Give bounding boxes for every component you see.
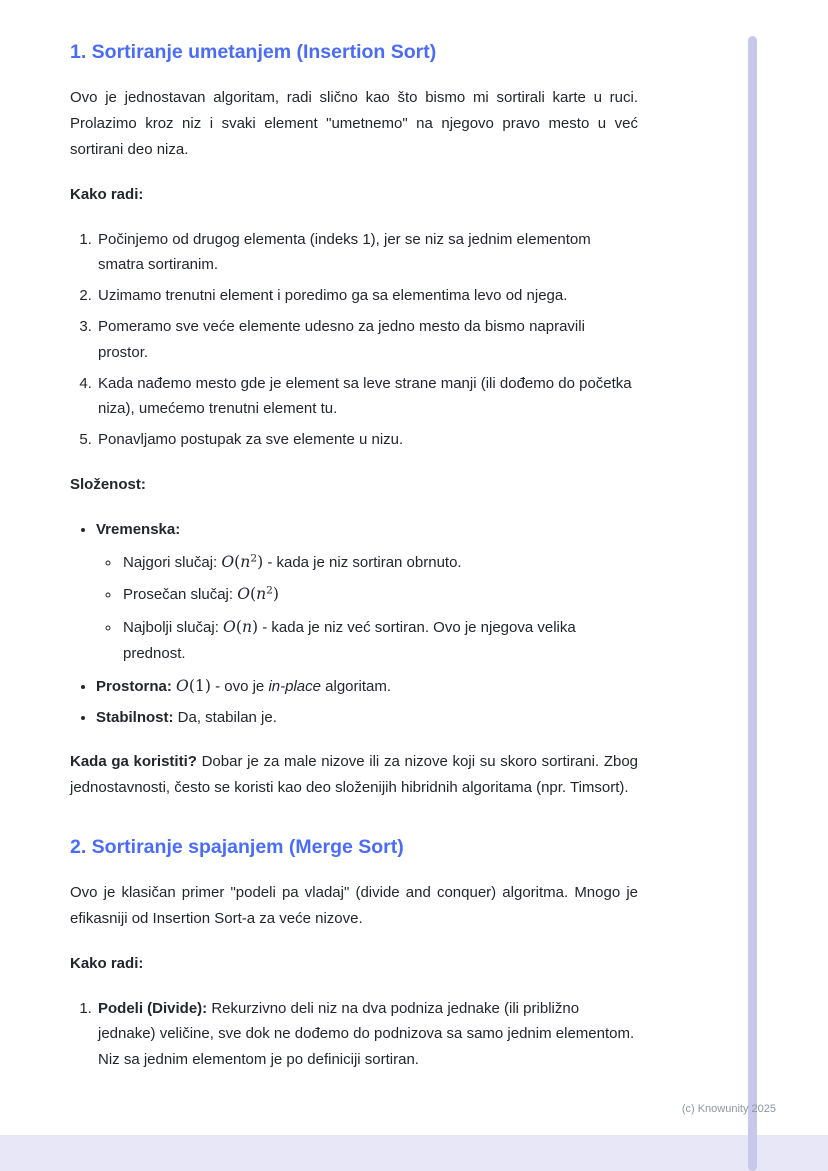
- best-case-text: - kada je niz već sortiran. Ovo je njegova velika prednost.: [123, 619, 576, 662]
- math-token: (: [235, 618, 242, 637]
- usage-label: Kada ga koristiti?: [70, 753, 197, 771]
- usage-text: Dobar je za male nizove ili za nizove koji su skoro sortirani. Zbog jednostavnosti, često se koristi kao deo složenijih hibridnih algoritama (npr. Timsort).: [70, 753, 639, 797]
- insertion-step: 5. Ponavljamo postupak za sve elemente u nizu.: [96, 427, 638, 453]
- merge-step: [96, 996, 638, 1073]
- in-place-emphasis: in-place: [268, 677, 321, 695]
- math-token: O: [237, 585, 251, 604]
- usage-paragraph: [70, 749, 638, 801]
- math-token: n: [241, 618, 252, 637]
- footer-credit: (c) Knowunity 2025: [681, 1103, 776, 1115]
- math-token: (: [234, 552, 241, 571]
- space-complexity-label: Prostorna:: [96, 677, 177, 695]
- math-token: 2: [266, 585, 273, 598]
- math-token: O: [223, 618, 236, 637]
- page-end-strip: [0, 1135, 828, 1171]
- time-complexity-item: [96, 517, 638, 667]
- insertion-step: 2. Uzimamo trenutni element i poredimo ga sa elementima levo od njega.: [96, 283, 638, 309]
- time-complexity-label: Vremenska:: [96, 520, 181, 538]
- big-o-1: [176, 677, 211, 695]
- slozenost-label: Složenost:: [70, 475, 146, 493]
- section-merge-heading: 2. Sortiranje spajanjem (Merge Sort): [70, 835, 404, 858]
- math-token: n: [256, 585, 267, 604]
- best-case-item: [121, 614, 638, 667]
- insertion-steps-list: [70, 227, 638, 453]
- big-o-n-squared: [237, 585, 279, 603]
- space-complexity-item: [96, 673, 638, 700]
- time-complexity-sublist: [96, 549, 638, 667]
- kako-radi-label: Kako radi:: [70, 185, 144, 203]
- space-complexity-text: algoritam.: [320, 677, 392, 695]
- insertion-step: 4. Kada nađemo mesto gde je element sa leve strane manji (ili dođemo do početka niza), umećemo trenutni element tu.: [96, 371, 638, 423]
- best-case-text: Najbolji slučaj:: [123, 619, 224, 637]
- section-insertion-heading: 1. Sortiranje umetanjem (Insertion Sort): [70, 41, 437, 63]
- math-token: O: [221, 552, 235, 571]
- insertion-step: 3. Pomeramo sve veće elemente udesno za jedno mesto da bismo napravili prostor.: [96, 314, 638, 366]
- stability-text: Da, stabilan je.: [173, 708, 277, 726]
- math-token: ): [204, 676, 211, 695]
- big-o-n: [223, 618, 258, 636]
- merge-intro-paragraph: Ovo je klasičan primer "podeli pa vladaj" (divide and conquer) algoritma. Mnogo je efikasniji od Insertion Sort-a za veće nizove.: [70, 884, 638, 928]
- kako-radi-label: Kako radi:: [70, 954, 144, 972]
- scrollbar-thumb[interactable]: [748, 36, 757, 1171]
- space-complexity-text: - ovo je: [210, 677, 269, 695]
- stability-label: Stabilnost:: [96, 708, 174, 726]
- complexity-list: [70, 517, 638, 731]
- worst-case-text: - kada je niz sortiran obrnuto.: [263, 553, 462, 571]
- big-o-n-squared: [221, 553, 263, 571]
- math-token: n: [240, 552, 251, 571]
- math-token: (: [188, 676, 195, 695]
- math-token: O: [176, 676, 189, 695]
- math-token: 1: [194, 676, 205, 695]
- merge-step-text: Rekurzivno deli niz na dva podniza jednake (ili približno jednake) veličine, sve dok ne dođemo do podnizova sa samo jednim elementom. Niz sa jednim elementom je po definiciji sortiran.: [98, 999, 635, 1069]
- merge-step-label: Podeli (Divide):: [98, 999, 212, 1017]
- insertion-intro-paragraph: Ovo je jednostavan algoritam, radi slično kao što bismo mi sortirali karte u ruci. Prolazimo kroz niz i svaki element "umetnemo" na njegovo pravo mesto u već sortirani deo niza.: [70, 89, 638, 158]
- math-token: (: [250, 585, 257, 604]
- math-token: ): [251, 618, 259, 637]
- insertion-step: 1. Počinjemo od drugog elementa (indeks 1), jer se niz sa jednim elementom smatra sortiranim.: [96, 227, 638, 279]
- stability-item: [96, 705, 638, 731]
- math-token: 2: [250, 552, 258, 565]
- math-token: ): [257, 552, 264, 571]
- worst-case-text: Najgori slučaj:: [123, 553, 222, 571]
- average-case-text: Prosečan slučaj:: [123, 586, 238, 604]
- worst-case-item: [121, 549, 638, 576]
- average-case-item: [121, 581, 638, 608]
- document-page: [70, 40, 638, 1092]
- math-token: ): [272, 585, 280, 604]
- merge-steps-list: [70, 996, 638, 1073]
